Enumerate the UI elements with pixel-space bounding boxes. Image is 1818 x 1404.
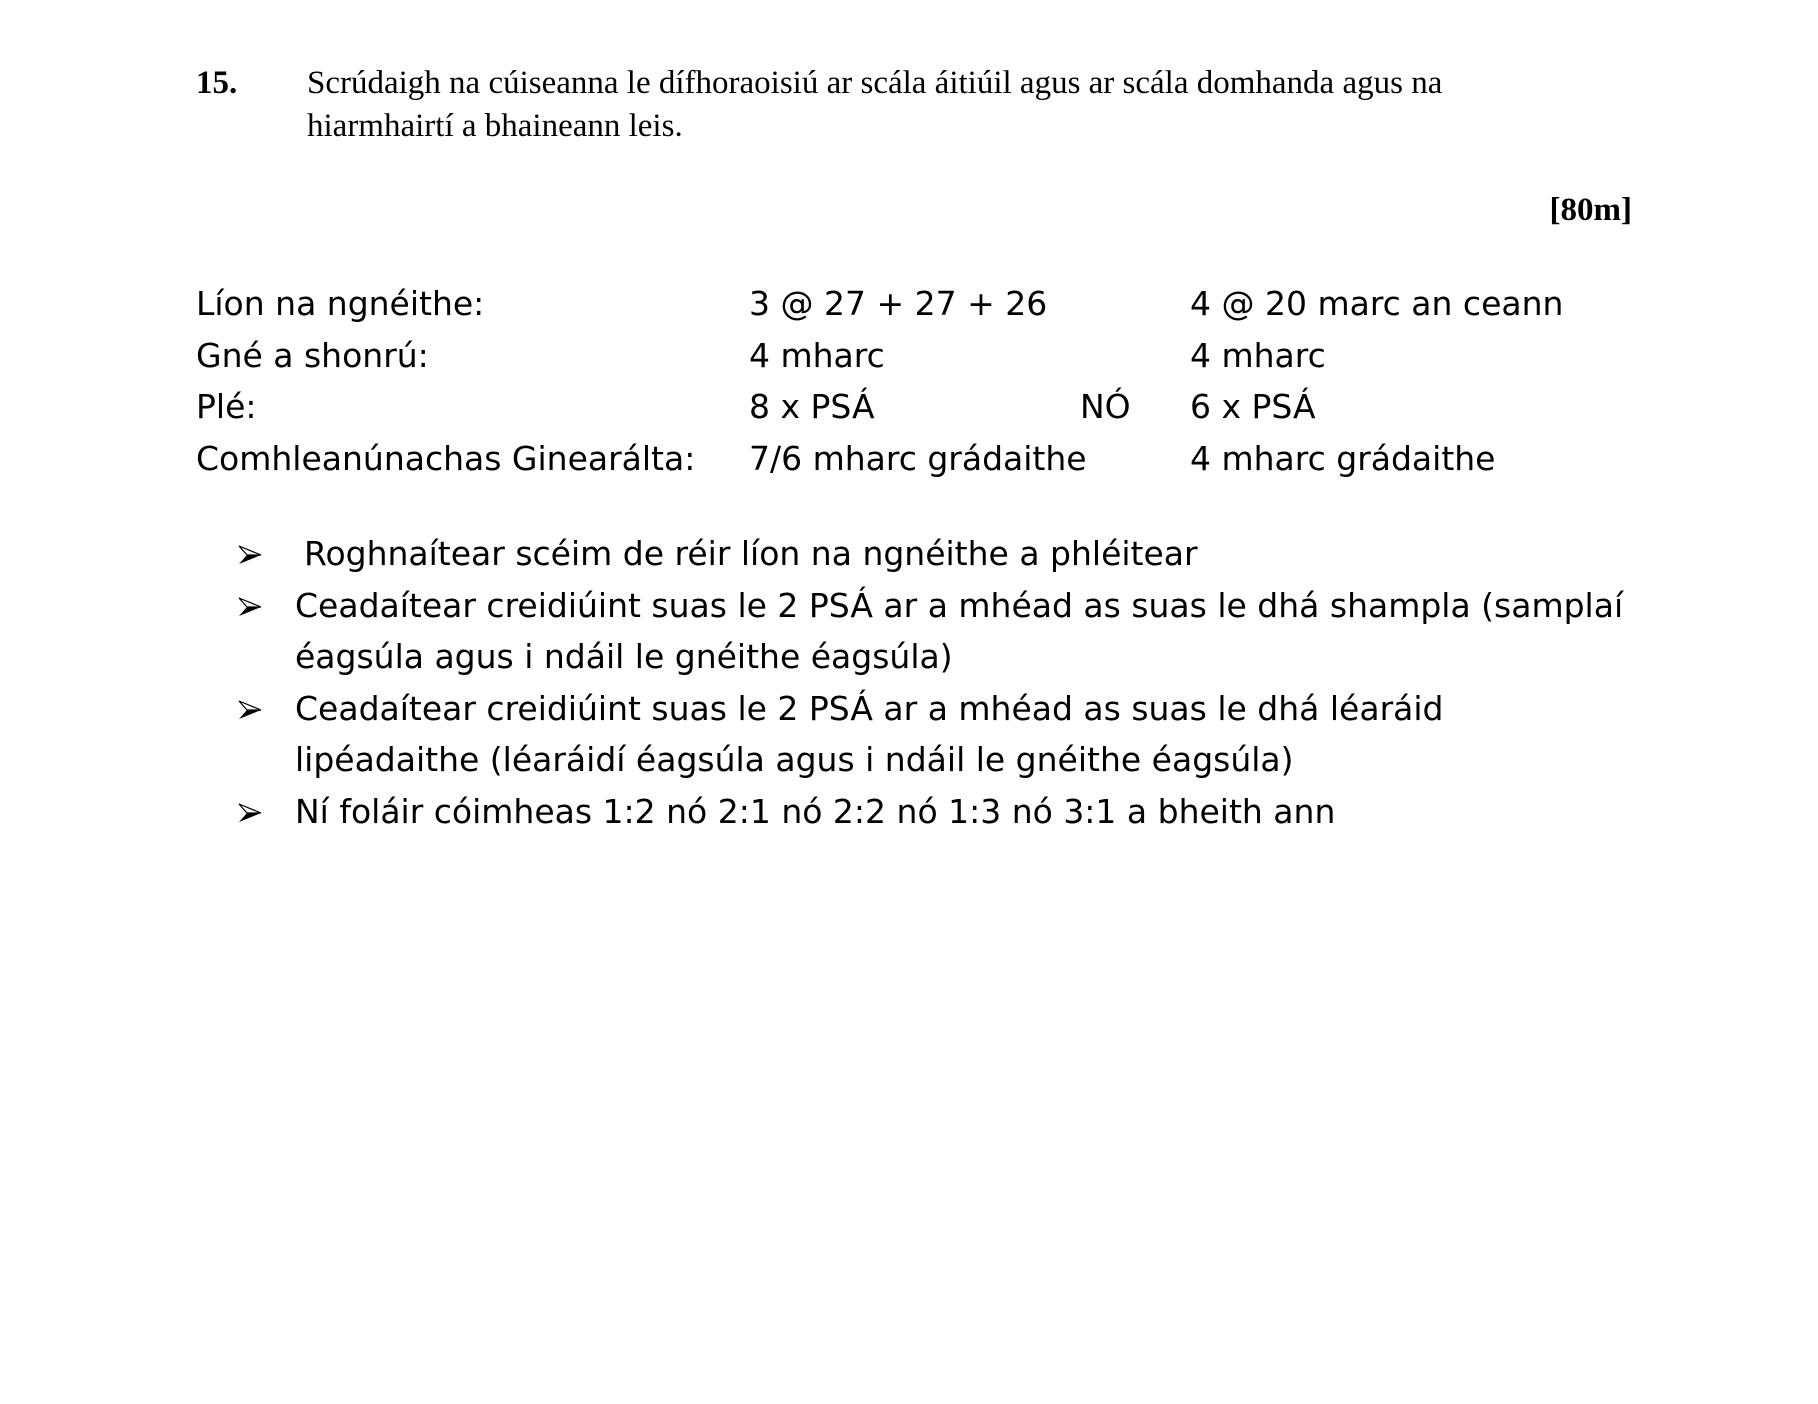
arrowhead-bullet-icon: [238, 597, 262, 617]
scheme-or: NÓ: [1080, 387, 1131, 426]
scheme-option-b: 4 mharc: [1190, 335, 1326, 375]
scheme-option-a: 8 x PSÁ: [749, 387, 875, 426]
scheme-label: Plé:: [196, 387, 257, 426]
arrowhead-bullet-icon: [238, 700, 262, 720]
scheme-option-a: 4 mharc: [749, 335, 885, 375]
list-item: [238, 580, 1638, 683]
arrowhead-bullet-icon: [238, 803, 262, 823]
scheme-option-b: 6 x PSÁ: [1190, 387, 1316, 426]
scheme-option-a: 7/6 mharc grádaithe: [749, 438, 1087, 478]
notes-list: [238, 528, 1638, 837]
scheme-label: Gné a shonrú:: [196, 335, 429, 375]
note-text: Ní foláir cóimheas 1:2 nó 2:1 nó 2:2 nó 1:3 nó 3:1 a bheith ann: [295, 791, 1336, 831]
scheme-label: Líon na ngnéithe:: [196, 284, 485, 323]
list-item: [238, 683, 1638, 786]
question-text: Scrúdaigh na cúiseanna le dífhoraoisiú ar scála áitiúil agus ar scála domhanda agus na hiarmhairtí a bhaineann leis.: [307, 65, 1443, 144]
arrowhead-bullet-icon: [238, 545, 262, 565]
list-item: [238, 786, 1638, 838]
note-text: Roghnaítear scéim de réir líon na ngnéithe a phléitear: [304, 534, 1198, 573]
scheme-option-a: 3 @ 27 + 27 + 26: [749, 284, 1048, 323]
scheme-option-b: 4 @ 20 marc an ceann: [1190, 284, 1564, 323]
note-text: Ceadaítear creidiúint suas le 2 PSÁ ar a mhéad as suas le dhá shampla (samplaí éagsúla agus i ndáil le gnéithe éagsúla): [295, 585, 1624, 676]
question-marks: [80m]: [1549, 192, 1632, 228]
question-number: 15.: [196, 65, 238, 101]
scheme-label: Comhleanúnachas Ginearálta:: [196, 438, 696, 478]
list-item: [238, 528, 1638, 580]
scheme-option-b: 4 mharc grádaithe: [1190, 438, 1496, 478]
note-text: Ceadaítear creidiúint suas le 2 PSÁ ar a mhéad as suas le dhá léaráid lipéadaithe (léaráidí éagsúla agus i ndáil le gnéithe éagsúla): [295, 688, 1444, 779]
